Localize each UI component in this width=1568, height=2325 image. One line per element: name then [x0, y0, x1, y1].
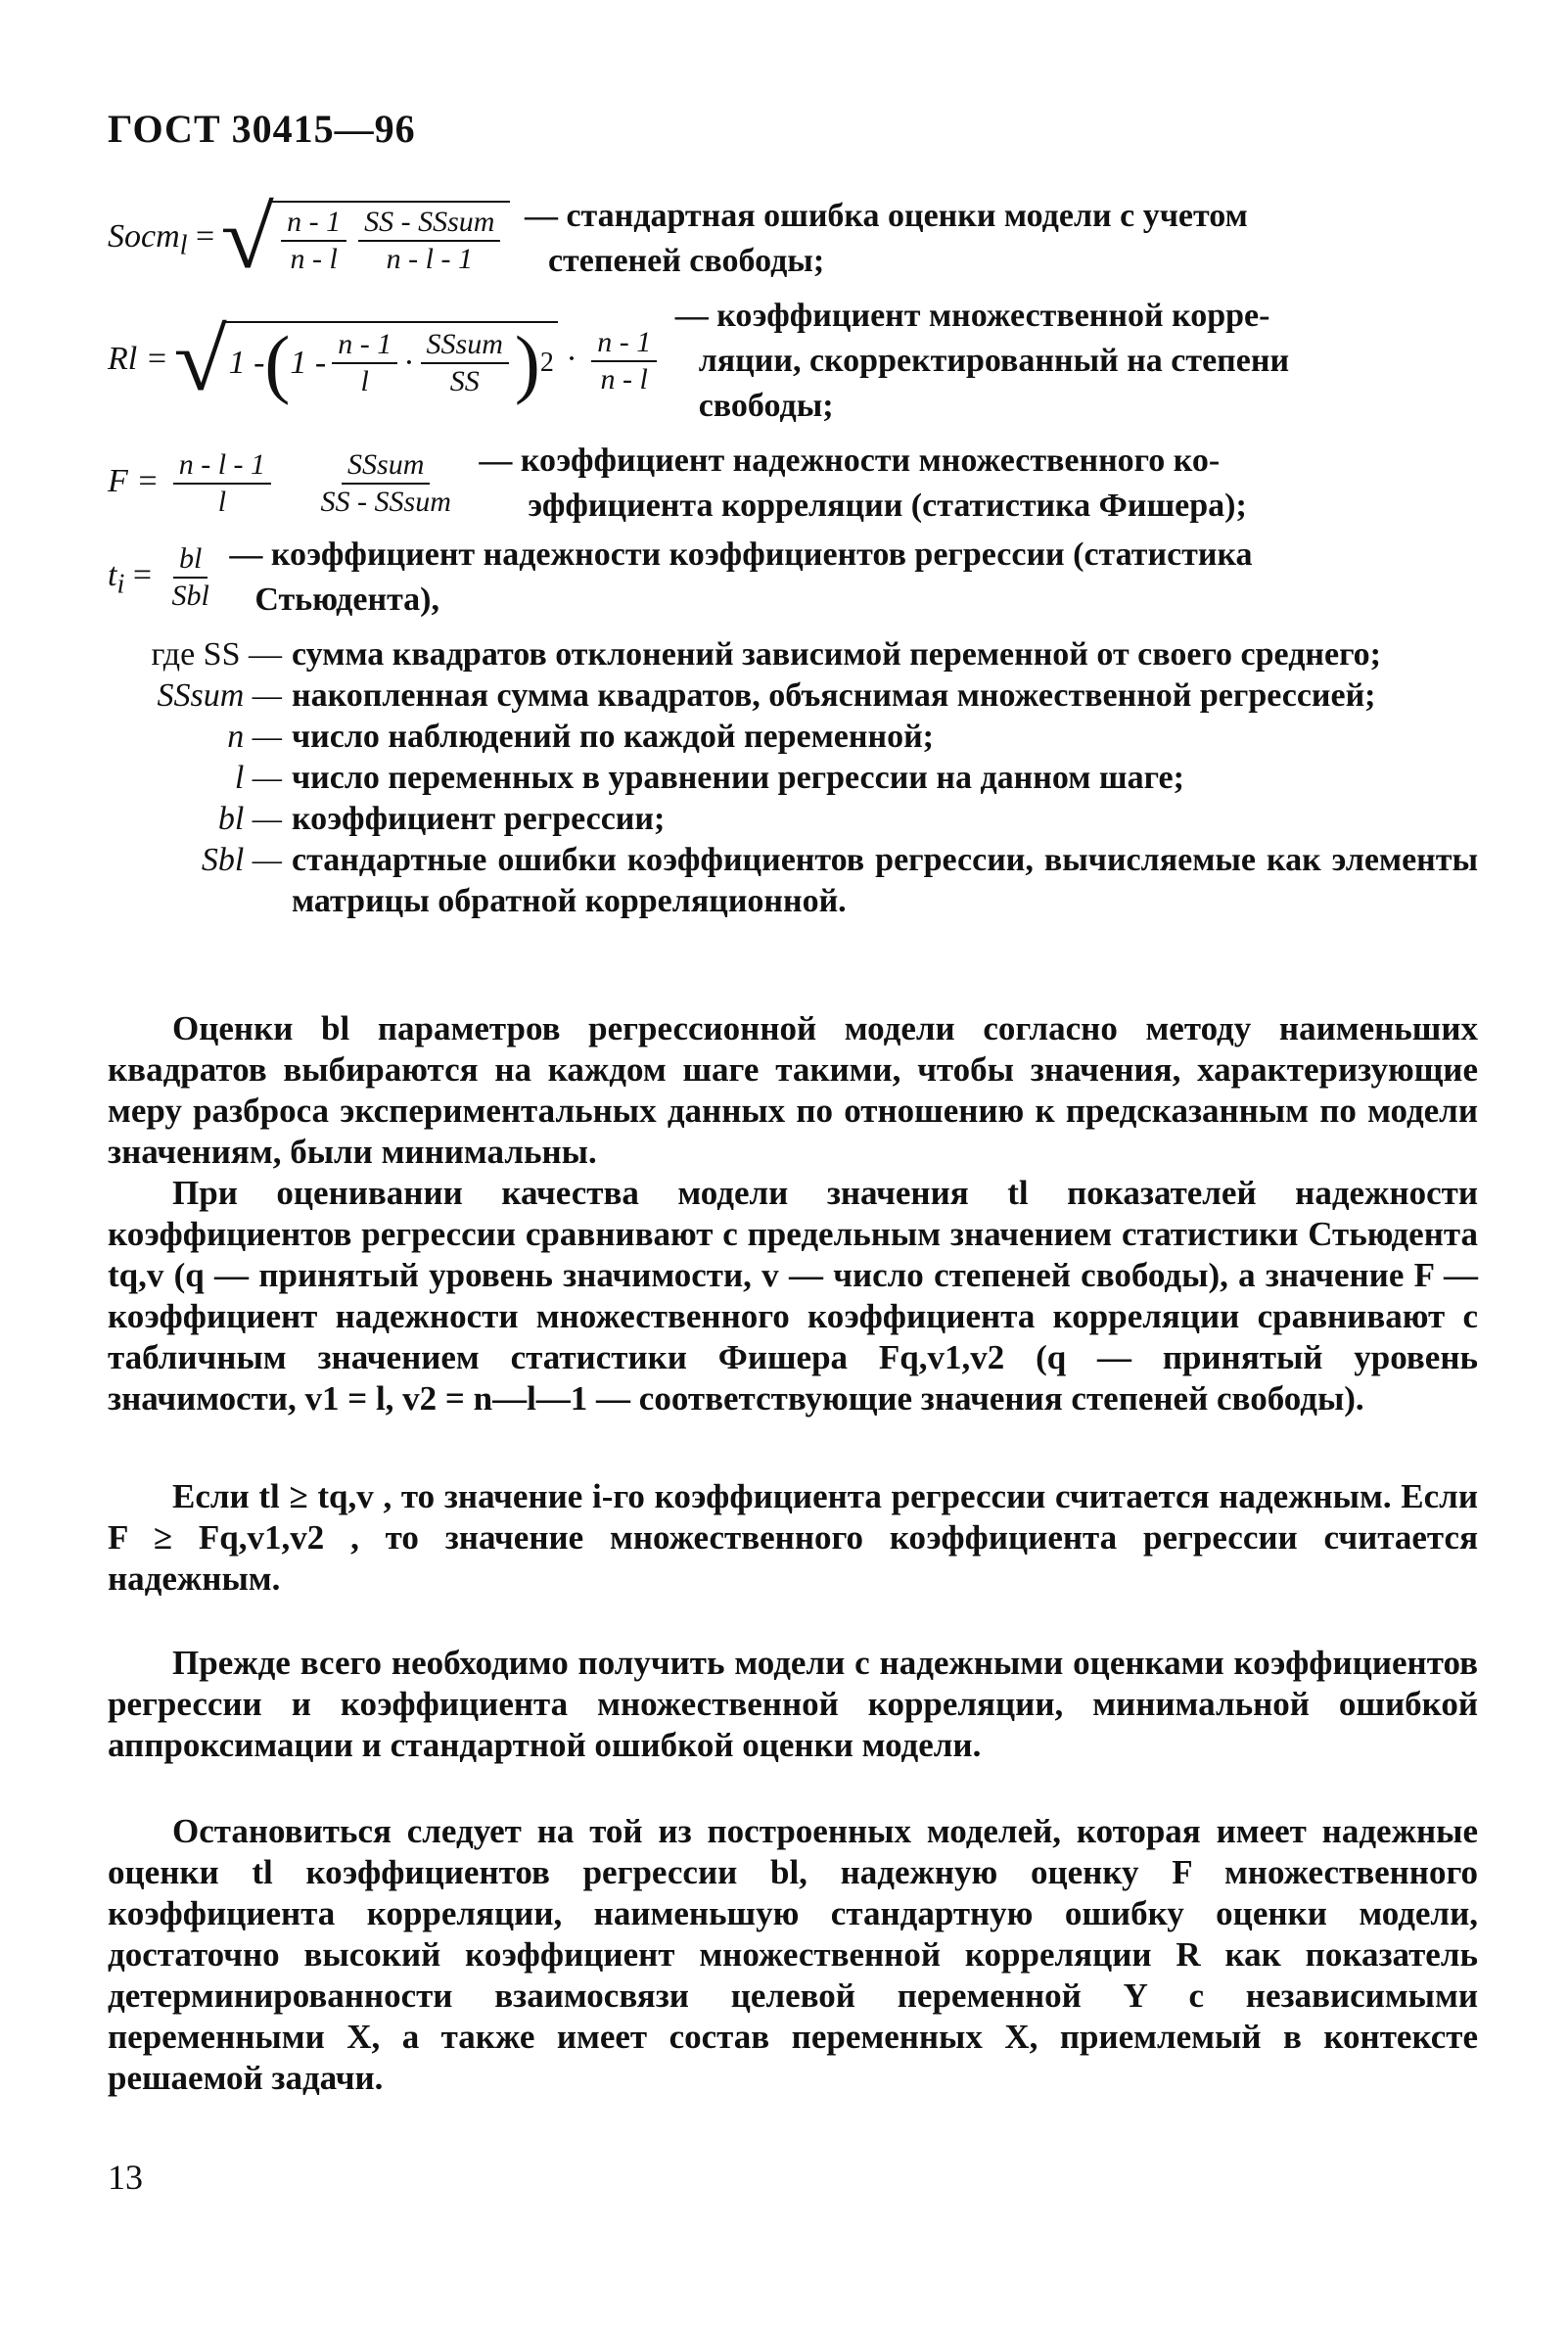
- formula-s-ost-desc-2: степеней свободы;: [547, 243, 825, 279]
- fraction: $\frac{n - 1}{l}$: [332, 327, 397, 399]
- definition-item: [108, 634, 1478, 675]
- formula-s-ost: Sост$_l$ = √ $\frac{n - 1}{n - l}$ $\frac{\text{SS - SSsum}}{n - l - 1}$ — стандартная ошибка оценки модели с учетом степеней свободы;: [108, 190, 1248, 287]
- sqrt-sign: √ $\frac{n - 1}{n - l}$ $\frac{\text{SS - SSsum}}{n - l - 1}$: [223, 195, 511, 283]
- formula-t-desc-1: — коэффициент надежности коэффициентов регрессии (статистика: [229, 536, 1253, 573]
- definition-text: число наблюдений по каждой переменной;: [292, 719, 934, 755]
- page-header: ГОСТ 30415—96: [108, 107, 416, 151]
- fraction: $\frac{n - 1}{n - l}$: [281, 205, 346, 277]
- fraction: $\frac{\text{SSsum}}{\text{SS - SSsum}}$: [320, 448, 451, 518]
- paragraph: Если tl ≥ tq,v , то значение i-го коэффициента регрессии считается надежным. Если F ≥ Fq,v1,v2 , то значение множественного коэффициента регрессии считается надежным.: [108, 1477, 1478, 1598]
- definition-text: стандартные ошибки коэффициентов регрессии, вычисляемые как элементы матрицы обратной корреляционной.: [292, 842, 1478, 919]
- formula-f-desc-2: эффициента корреляции (статистика Фишера);: [528, 488, 1247, 524]
- definition-symbol: l —: [234, 760, 282, 796]
- definition-item: [108, 758, 1478, 799]
- formula-t-lhs-sub: i: [116, 569, 125, 600]
- paragraph: Оценки bl параметров регрессионной модели согласно методу наименьших квадратов выбираются на каждом шаге такими, чтобы значения, характеризующие меру разброса экспериментальных данных по отношению к предсказанным по модели значениям, были минимальны.: [108, 1009, 1478, 1171]
- sqrt-sign: √ 1 - ( 1 - $\frac{n - 1}{l}$ · $\frac{\text{SSsum}}{SS}$ ) 2: [176, 317, 558, 405]
- formula-f-desc-1: — коэффициент надежности множественного ко-: [479, 442, 1221, 479]
- paragraph: Прежде всего необходимо получить модели с надежными оценками коэффициентов регрессии и коэффициента множественной корреляции, минимальной ошибкой аппроксимации и стандартной ошибкой оценки модели.: [108, 1644, 1478, 1764]
- definition-text: число переменных в уравнении регрессии на данном шаге;: [292, 760, 1184, 796]
- definition-symbol: bl —: [217, 801, 282, 837]
- definition-item: [108, 675, 1478, 717]
- fraction: $\frac{n - 1}{n - l}$: [591, 325, 657, 397]
- paragraph: При оценивании качества модели значения tl показателей надежности коэффициентов регрессии сравнивают с предельным значением статистики Стьюдента tq,v (q — принятый уровень значимости, v — число степеней свободы), а значение F — коэффициент надежности множественного коэффициента корреляции сравнивают с табличным значением статистики Фишера Fq,v1,v2 (q — принятый уровень значимости, v1 = l, v2 = n—l—1 — соответствующие значения степеней свободы).: [108, 1174, 1478, 1418]
- formula-s-ost-lhs: Sост: [108, 217, 180, 255]
- formula-r-desc-2: ляции, скорректированный на степени: [698, 343, 1290, 379]
- formula-r: Rl = √ 1 - ( 1 - $\frac{n - 1}{l}$ · $\frac{\text{SSsum}}{SS}$ ) 2 · $\frac{n - 1}{n - l}$ — коэффициент множественной корре- ляции, скорректированный на степени свободы;: [108, 298, 1290, 424]
- definition-symbol: n —: [227, 719, 282, 755]
- formula-t-desc-2: Стьюдента),: [254, 581, 440, 618]
- definition-text: сумма квадратов отклонений зависимой переменной от своего среднего;: [292, 636, 1381, 673]
- definition-item: [108, 717, 1478, 758]
- paragraph: Остановиться следует на той из построенных моделей, которая имеет надежные оценки tl коэффициентов регрессии bl, надежную оценку F множественного коэффициента корреляции, наименьшую стандартную ошибку оценки модели, достаточно высокий коэффициент множественной корреляции R как показатель детерминированности взаимосвязи целевой переменной Y с независимыми переменными X, а также имеет состав переменных X, приемлемый в контексте решаемой задачи.: [108, 1812, 1478, 2097]
- definition-symbol: где SS —: [151, 636, 282, 673]
- formula-t: $t_i$ = $\frac{bl}{\text{Sbl}}$ — коэффициент надежности коэффициентов регрессии (статистика Стьюдента),: [108, 536, 1253, 618]
- definition-text: коэффициент регрессии;: [292, 801, 666, 837]
- definition-item: [108, 840, 1478, 922]
- fraction: $\frac{n - l - 1}{l}$: [173, 447, 271, 520]
- fraction: $\frac{\text{SS - SSsum}}{n - l - 1}$: [358, 205, 500, 277]
- formula-r-power: 2: [539, 348, 554, 378]
- formula-s-ost-desc-1: — стандартная ошибка оценки модели с учетом: [524, 198, 1248, 234]
- fraction: $\frac{\text{SSsum}}{SS}$: [421, 327, 509, 399]
- formula-r-lhs: Rl =: [108, 340, 168, 377]
- definition-item: [108, 799, 1478, 840]
- page-number: 13: [108, 2158, 143, 2197]
- formula-f: [108, 439, 1478, 529]
- formula-r-desc-1: — коэффициент множественной корре-: [674, 298, 1270, 334]
- definition-symbol: Sbl —: [201, 842, 282, 878]
- definition-text: накопленная сумма квадратов, объяснимая множественной регрессией;: [292, 677, 1376, 714]
- definitions-list: [108, 634, 1478, 922]
- formula-t-lhs: t: [108, 556, 117, 593]
- formula-r-desc-3: свободы;: [698, 388, 834, 424]
- fraction: $\frac{bl}{\text{Sbl}}$: [171, 542, 209, 612]
- formula-s-ost-lhs-sub: l: [179, 230, 188, 261]
- definition-symbol: SSsum —: [157, 677, 282, 714]
- formula-f-lhs: F =: [108, 462, 160, 499]
